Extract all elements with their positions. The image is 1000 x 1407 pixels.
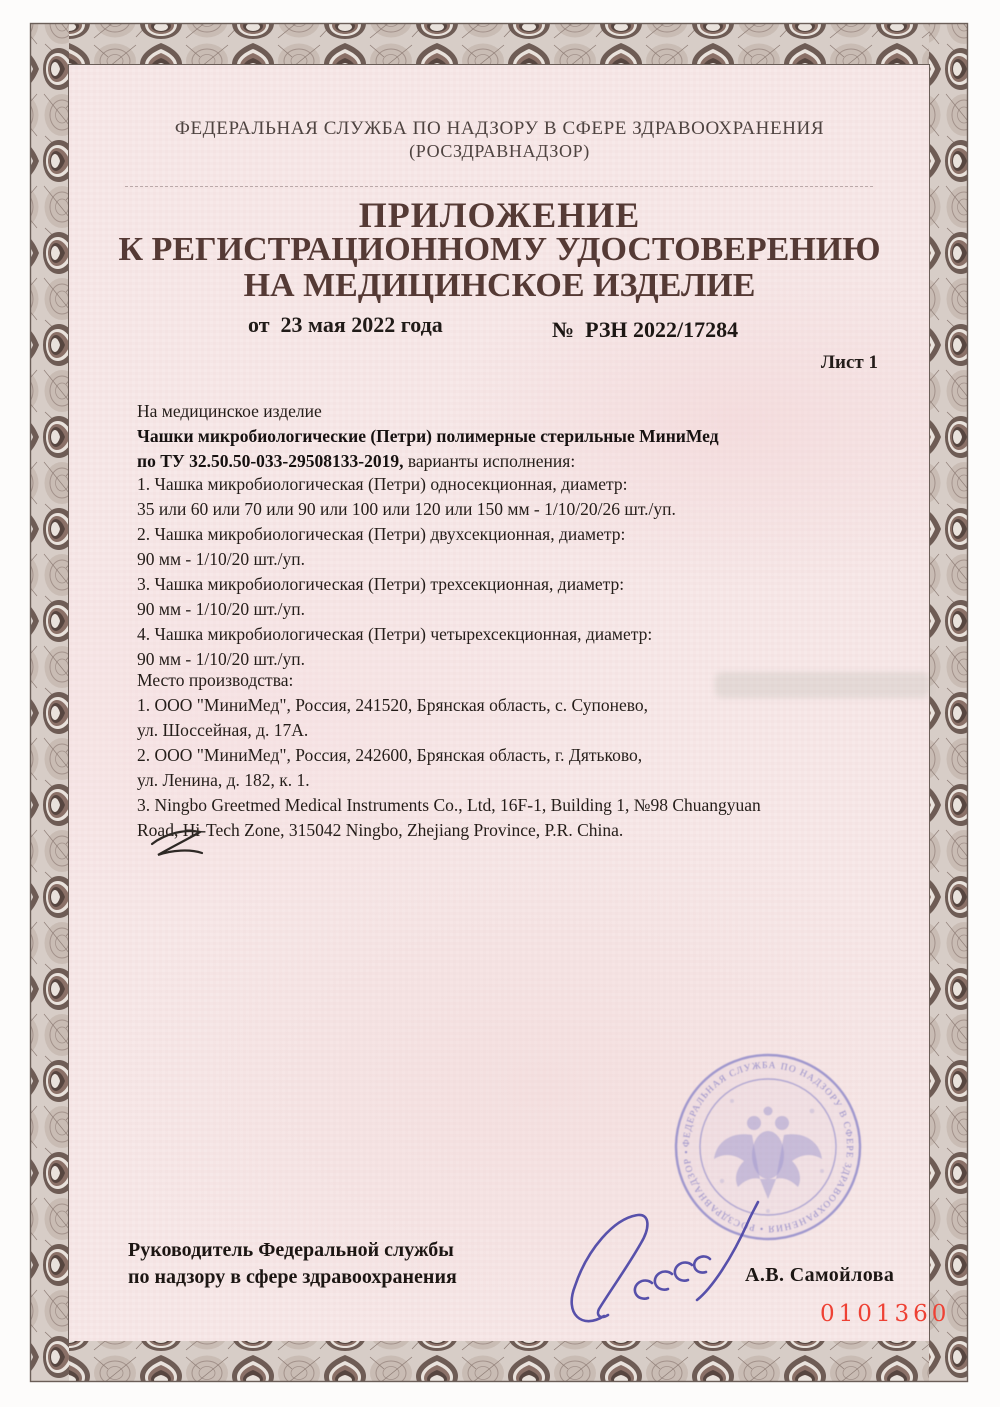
production-sites-heading: Место производства: xyxy=(137,670,294,690)
product-name: Чашки микробиологические (Петри) полимерные стерильные МиниМед xyxy=(137,426,719,446)
issue-date: от 23 мая 2022 года xyxy=(248,312,443,337)
production-site-line: Road, Hi-Tech Zone, 315042 Ningbo, Zhejiang Province, P.R. China. xyxy=(137,820,624,840)
variant-line: 90 мм - 1/10/20 шт./уп. xyxy=(137,549,305,569)
title-line3: НА МЕДИЦИНСКОЕ ИЗДЕЛИЕ xyxy=(243,267,756,304)
variant-line: 2. Чашка микробиологическая (Петри) двухсекционная, диаметр: xyxy=(137,524,626,544)
signatory-title-line2: по надзору в сфере здравоохранения xyxy=(128,1266,457,1288)
variant-line: 90 мм - 1/10/20 шт./уп. xyxy=(137,649,305,669)
intro-line: На медицинское изделие xyxy=(137,401,322,421)
signatory-title xyxy=(128,1237,457,1291)
variant-line: 35 или 60 или 70 или 90 или 100 или 120 или 150 мм - 1/10/20/26 шт./уп. xyxy=(137,499,676,519)
scan-smudge xyxy=(715,672,930,698)
authority-name-line1: ФЕДЕРАЛЬНАЯ СЛУЖБА ПО НАДЗОРУ В СФЕРЕ ЗДРАВООХРАНЕНИЯ xyxy=(174,118,825,139)
divider-rule xyxy=(125,186,873,187)
production-site-line: ул. Ленина, д. 182, к. 1. xyxy=(137,770,310,790)
variant-line: 90 мм - 1/10/20 шт./уп. xyxy=(137,599,305,619)
tu-rest: варианты исполнения: xyxy=(403,451,576,471)
authority-name-line2: (РОСЗДРАВНАДЗОР) xyxy=(409,141,590,161)
title-line1: ПРИЛОЖЕНИЕ xyxy=(358,195,641,235)
variant-line: 4. Чашка микробиологическая (Петри) четырехсекционная, диаметр: xyxy=(137,624,653,644)
title-line2: К РЕГИСТРАЦИОННОМУ УДОСТОВЕРЕНИЮ xyxy=(118,231,881,268)
variant-line: 3. Чашка микробиологическая (Петри) трехсекционная, диаметр: xyxy=(137,574,625,594)
sheet-number: Лист 1 xyxy=(820,352,878,373)
production-site-line: 2. ООО "МиниМед", Россия, 242600, Брянская область, г. Дятьково, xyxy=(137,745,643,765)
signatory-name: А.В. Самойлова xyxy=(745,1264,895,1286)
stamp-ring-text: ФЕДЕРАЛЬНАЯ СЛУЖБА ПО НАДЗОРУ В СФЕРЕ ЗДРАВООХРАНЕНИЯ • РОСЗДРАВНАДЗОР • xyxy=(681,1060,855,1234)
tu-line xyxy=(137,449,882,474)
signature-ink xyxy=(552,1188,782,1338)
handwritten-paraph-mark xyxy=(140,822,220,870)
signatory-title-line1: Руководитель Федеральной службы xyxy=(128,1239,454,1261)
production-site-line: ул. Шоссейная, д. 17А. xyxy=(137,720,309,740)
production-site-line: 3. Ningbo Greetmed Medical Instruments Co., Ltd, 16F-1, Building 1, №98 Chuangyuan xyxy=(137,795,761,815)
tu-number: по ТУ 32.50.50-033-29508133-2019, xyxy=(137,451,404,471)
registration-number: № РЗН 2022/17284 xyxy=(552,317,739,342)
variant-line: 1. Чашка микробиологическая (Петри) односекционная, диаметр: xyxy=(137,474,628,494)
production-site-line: 1. ООО "МиниМед", Россия, 241520, Брянская область, с. Супонево, xyxy=(137,695,648,715)
blank-serial-number: 0101360 xyxy=(820,1301,951,1327)
